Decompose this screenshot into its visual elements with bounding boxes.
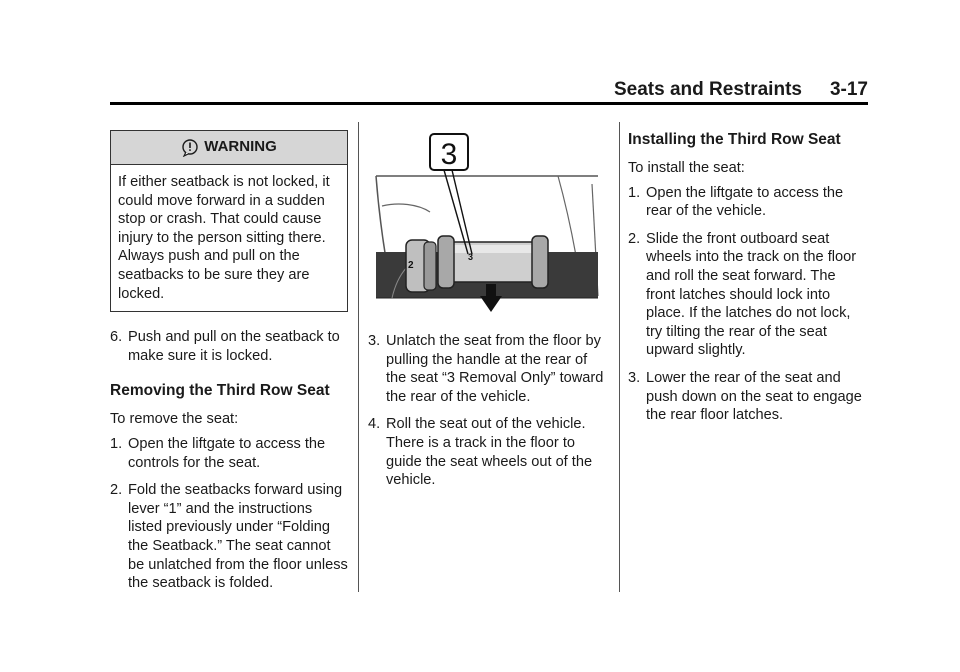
intro-text: To remove the seat: (110, 411, 239, 428)
warning-icon (181, 139, 199, 157)
figure-label-2: 2 (408, 260, 414, 271)
list-item: 3. Unlatch the seat from the floor by pulling the handle at the rear of the seat “3 Removal Only” toward the rear of the vehicle. (368, 333, 604, 405)
column-3 (628, 130, 868, 425)
list-item: 4. Roll the seat out of the vehicle. There is a track in the floor to guide the seat wheels out of the vehicle. (368, 416, 593, 489)
intro-text: To install the seat: (628, 160, 745, 176)
page-number: 3-17 (829, 79, 868, 100)
list-item: 2. Slide the front outboard seat wheels into the track on the floor and roll the seat forward. The front latches should lock into place. If the latches do not lock, try tilting the rear of the seat upward slightly. (628, 230, 857, 359)
list-item: 6. Push and pull on the seatback to make sure it is locked. (110, 329, 340, 364)
warning-header (111, 131, 347, 165)
list-item: 3. Lower the rear of the seat and push down on the seat to engage the rear floor latches. (628, 369, 862, 424)
page-header (110, 78, 868, 102)
section-heading-installing: Installing the Third Row Seat (628, 131, 841, 148)
column-divider (619, 122, 620, 592)
column-divider (358, 122, 359, 592)
list-item: 1. Open the liftgate to access the rear of the vehicle. (628, 184, 844, 220)
list-item: 2. Fold the seatbacks forward using lever “1” and the instructions listed previously under “Folding the Seatback.” The seat cannot be unlatched from the floor unless the seatback is folded. (110, 482, 348, 592)
column-1 (110, 130, 348, 593)
warning-title: WARNING (204, 138, 277, 156)
warning-box (110, 130, 348, 312)
figure-callout-3: 3 (440, 138, 458, 171)
header-rule (110, 102, 868, 105)
warning-text: If either seatback is not locked, it could move forward in a sudden stop or crash. That could cause injury to the person sitting there. Always push and pull on the seatbacks to be sure they are locked. (118, 174, 330, 302)
column-2 (368, 132, 606, 490)
section-title: Seats and Restraints (614, 79, 802, 100)
list-item: 1. Open the liftgate to access the controls for the seat. (110, 435, 326, 471)
section-heading-removing: Removing the Third Row Seat (110, 382, 330, 400)
seat-latch-illustration (368, 132, 606, 312)
figure-label-3: 3 (468, 252, 474, 262)
